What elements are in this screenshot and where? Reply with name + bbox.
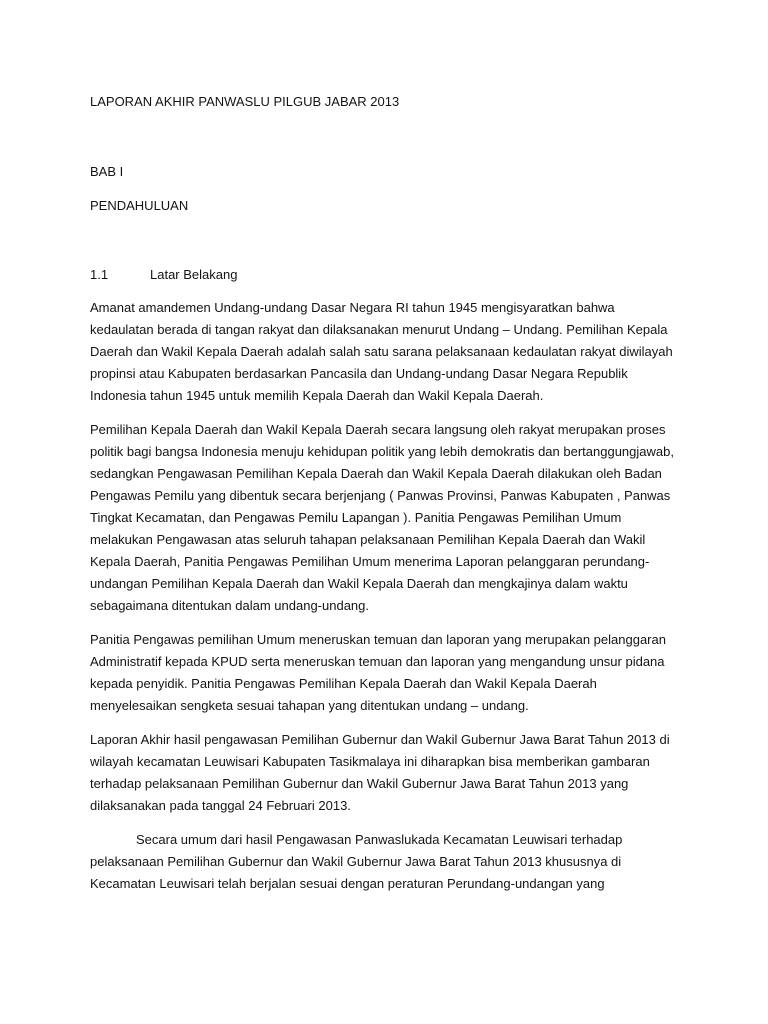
paragraph: Amanat amandemen Undang-undang Dasar Negara RI tahun 1945 mengisyaratkan bahwa kedaulatan berada di tangan rakyat dan dilaksanakan menurut Undang – Undang. Pemilihan Kepala Daerah dan Wakil Kepala Daerah adalah salah satu sarana pelaksanaan kedaulatan rakyat diwilayah propinsi atau Kabupaten berdasarkan Pancasila dan Undang-undang Dasar Negara Republik Indonesia tahun 1945 untuk memilih Kepala Daerah dan Wakil Kepala Daerah. [90,300,673,403]
body-text [90,297,680,907]
paragraph: Panitia Pengawas pemilihan Umum meneruskan temuan dan laporan yang merupakan pelanggaran Administratif kepada KPUD serta meneruskan temuan dan laporan yang mengandung unsur pidana kepada penyidik. Panitia Pengawas Pemilihan Kepala Daerah dan Wakil Kepala Daerah menyelesaikan sengketa sesuai tahapan yang ditentukan undang – undang. [90,632,666,713]
section-heading [90,267,237,283]
document-title: LAPORAN AKHIR PANWASLU PILGUB JABAR 2013 [90,94,400,109]
chapter-title: PENDAHULUAN [90,198,189,213]
chapter-label: BAB I [90,164,124,179]
section-number: 1.1 [90,267,109,282]
paragraph: Pemilihan Kepala Daerah dan Wakil Kepala Daerah secara langsung oleh rakyat merupakan proses politik bagi bangsa Indonesia menuju kehidupan politik yang lebih demokratis dan bertanggungjawab, sedangkan Pengawasan Pemilihan Kepala Daerah dan Wakil Kepala Daerah dilakukan oleh Badan Pengawas Pemilu yang dibentuk secara berjenjang ( Panwas Provinsi, Panwas Kabupaten , Panwas Tingkat Kecamatan, dan Pengawas Pemilu Lapangan ). Panitia Pengawas Pemilihan Umum melakukan Pengawasan atas seluruh tahapan pelaksanaan Pemilihan Kepala Daerah dan Wakil Kepala Daerah, Panitia Pengawas Pemilihan Umum menerima Laporan pelanggaran perundang-undangan Pemilihan Kepala Daerah dan Wakil Kepala Daerah dan mengkajinya dalam waktu sebagaimana ditentukan dalam undang-undang. [90,422,674,613]
paragraph: Secara umum dari hasil Pengawasan Panwaslukada Kecamatan Leuwisari terhadap pelaksanaan Pemilihan Gubernur dan Wakil Gubernur Jawa Barat Tahun 2013 khususnya di Kecamatan Leuwisari telah berjalan sesuai dengan peraturan Perundang-undangan yang [90,832,623,891]
section-title: Latar Belakang [150,267,238,282]
paragraph: Laporan Akhir hasil pengawasan Pemilihan Gubernur dan Wakil Gubernur Jawa Barat Tahun 2013 di wilayah kecamatan Leuwisari Kabupaten Tasikmalaya ini diharapkan bisa memberikan gambaran terhadap pelaksanaan Pemilihan Gubernur dan Wakil Gubernur Jawa Barat Tahun 2013 yang dilaksanakan pada tanggal 24 Februari 2013. [90,732,670,813]
